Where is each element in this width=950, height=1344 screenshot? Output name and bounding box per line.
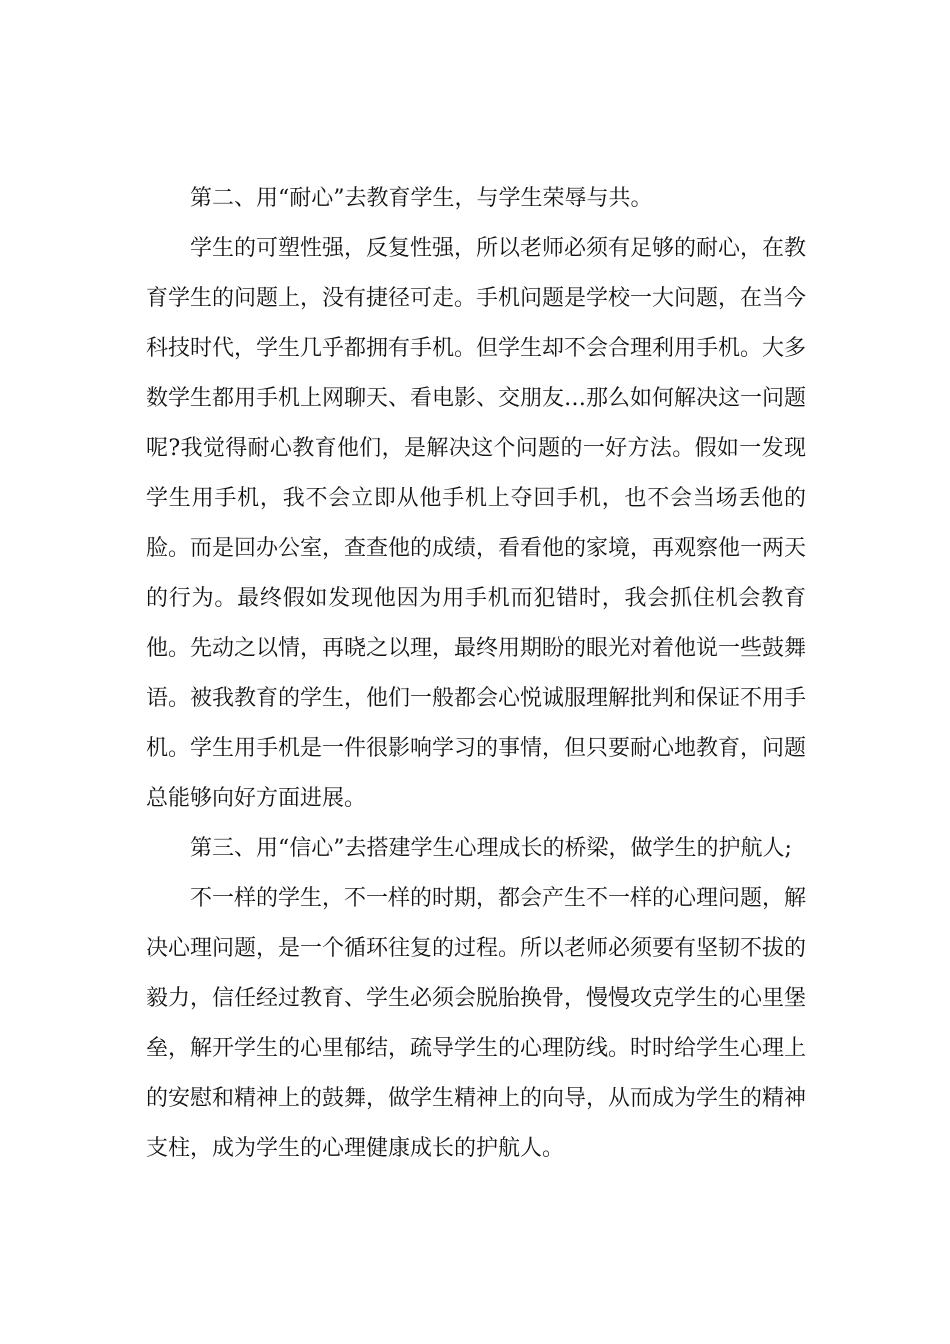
paragraph-confidence-body: 不一样的学生，不一样的时期，都会产生不一样的心理问题，解决心理问题，是一个循环往复的过程。所以老师必须要有坚韧不拔的毅力，信任经过教育、学生必须会脱胎换骨，慢慢攻克学生的心里堡垒，解开学生的心里郁结，疏导学生的心理防线。时时给学生心理上的安慰和精神上的鼓舞，做学生精神上的向导，从而成为学生的精神支柱，成为学生的心理健康成长的护航人。 (146, 886, 807, 1161)
paragraph-heading-patience: 第二、用“耐心”去教育学生，与学生荣辱与共。 (190, 186, 653, 211)
paragraph-heading-confidence: 第三、用“信心”去搭建学生心理成长的桥梁，做学生的护航人; (190, 836, 792, 861)
paragraph-patience-body: 学生的可塑性强，反复性强，所以老师必须有足够的耐心，在教育学生的问题上，没有捷径可走。手机问题是学校一大问题，在当今科技时代，学生几乎都拥有手机。但学生却不会合理利用手机。大多数学生都用手机上网聊天、看电影、交朋友…那么如何解决这一问题呢?我觉得耐心教育他们，是解决这个问题的一好方法。假如一发现学生用手机，我不会立即从他手机上夺回手机，也不会当场丢他的脸。而是回办公室，查查他的成绩，看看他的家境，再观察他一两天的行为。最终假如发现他因为用手机而犯错时，我会抓住机会教育他。先动之以情，再晓之以理，最终用期盼的眼光对着他说一些鼓舞语。被我教育的学生，他们一般都会心悦诚服理解批判和保证不用手机。学生用手机是一件很影响学习的事情，但只要耐心地教育，问题总能够向好方面进展。 (146, 236, 807, 811)
document-body (146, 174, 806, 1174)
